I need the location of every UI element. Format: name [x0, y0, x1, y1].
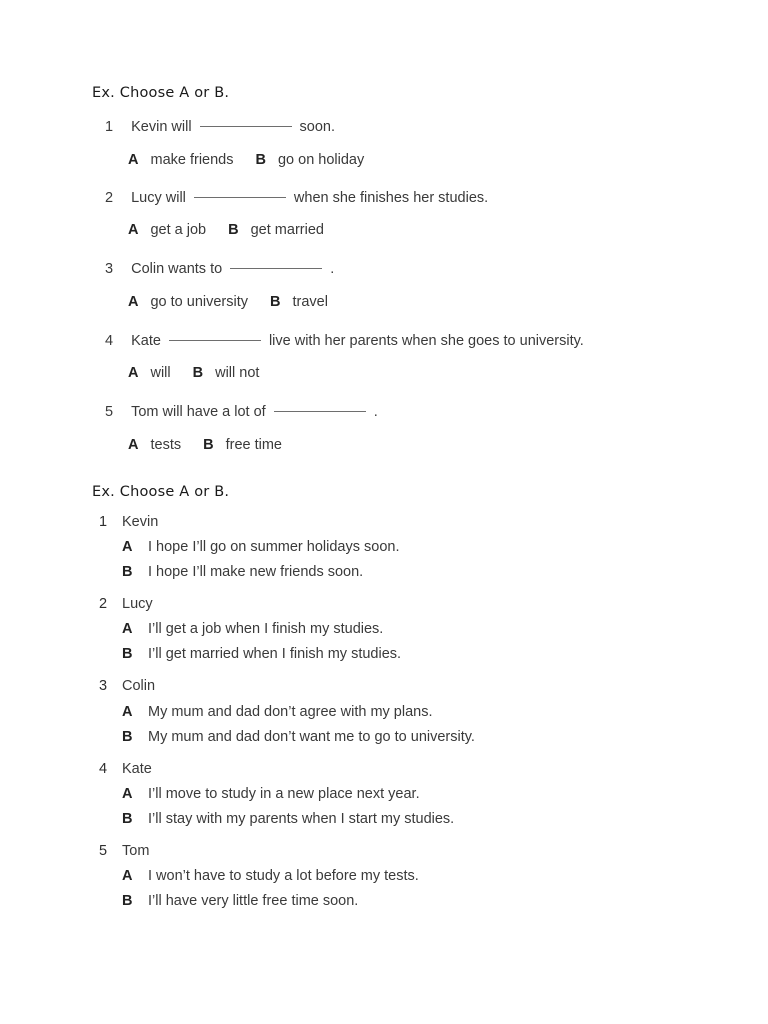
option-b-label: B	[255, 152, 266, 168]
options-4	[128, 365, 259, 381]
option-b-text[interactable]: I hope I’ll make new friends soon.	[148, 564, 364, 580]
option-a-label: A	[128, 222, 139, 238]
question-4	[105, 333, 584, 349]
option-a-label: A	[128, 152, 139, 168]
option-a-text[interactable]: I hope I’ll go on summer holidays soon.	[148, 539, 400, 555]
question-prefix: Kevin will	[131, 119, 192, 135]
option-b-text[interactable]: free time	[225, 437, 283, 453]
question-number: 3	[99, 678, 108, 694]
option-b-label: B	[122, 893, 133, 909]
answer-blank[interactable]	[194, 197, 286, 198]
question-prefix: Tom will have a lot of	[131, 404, 266, 420]
option-b-text[interactable]: get married	[250, 222, 324, 238]
option-b-label: B	[122, 646, 133, 662]
option-a-text[interactable]: I’ll move to study in a new place next year.	[148, 786, 420, 802]
option-a-label: A	[128, 365, 139, 381]
person-name: Kevin	[122, 514, 159, 530]
option-a-label: A	[122, 539, 133, 555]
question-number: 2	[105, 190, 114, 206]
option-a-text[interactable]: go to university	[150, 294, 249, 310]
question-prefix: Kate	[131, 333, 161, 349]
question-number: 4	[105, 333, 114, 349]
question-suffix: .	[330, 261, 335, 277]
question-suffix: soon.	[299, 119, 336, 135]
question-number: 3	[105, 261, 114, 277]
option-a-label: A	[122, 621, 133, 637]
option-b-label: B	[270, 294, 281, 310]
option-b-label: B	[203, 437, 214, 453]
option-b-label: B	[228, 222, 239, 238]
question-prefix: Colin wants to	[131, 261, 223, 277]
question-number: 2	[99, 596, 108, 612]
options-2	[128, 222, 324, 238]
question-number: 5	[99, 843, 108, 859]
person-name: Tom	[122, 843, 150, 859]
person-name: Colin	[122, 678, 156, 694]
option-a-text[interactable]: get a job	[150, 222, 207, 238]
question-5	[105, 404, 378, 420]
option-a-text[interactable]: My mum and dad don’t agree with my plans.	[148, 704, 433, 720]
option-b-label: B	[122, 564, 133, 580]
option-a-label: A	[122, 786, 133, 802]
answer-blank[interactable]	[200, 126, 292, 127]
exercise-title-1: Ex. Choose A or B.	[92, 85, 230, 101]
option-b-text[interactable]: will not	[215, 365, 260, 381]
options-1	[128, 152, 364, 168]
question-3	[105, 261, 334, 277]
option-a-text[interactable]: I won’t have to study a lot before my tests.	[148, 868, 419, 884]
option-a-label: A	[122, 704, 133, 720]
option-b-text[interactable]: go on holiday	[277, 152, 365, 168]
question-prefix: Lucy will	[131, 190, 186, 206]
option-b-label: B	[122, 811, 133, 827]
option-a-text[interactable]: tests	[150, 437, 182, 453]
option-b-text[interactable]: My mum and dad don’t want me to go to university.	[148, 729, 475, 745]
answer-blank[interactable]	[230, 268, 322, 269]
question-number: 4	[99, 761, 108, 777]
answer-blank[interactable]	[169, 340, 261, 341]
option-b-label: B	[192, 365, 204, 381]
options-3	[128, 294, 328, 310]
question-suffix: when she finishes her studies.	[293, 190, 489, 206]
option-b-label: B	[122, 729, 133, 745]
question-suffix: .	[373, 404, 378, 420]
option-a-label: A	[128, 437, 139, 453]
exercise-title-2: Ex. Choose A or B.	[92, 484, 230, 500]
question-suffix: live with her parents when she goes to university.	[268, 333, 584, 349]
option-b-text[interactable]: I’ll stay with my parents when I start my studies.	[148, 811, 455, 827]
person-name: Kate	[122, 761, 152, 777]
question-1	[105, 119, 335, 135]
option-a-text[interactable]: will	[150, 365, 171, 381]
options-5	[128, 437, 282, 453]
option-a-label: A	[122, 868, 133, 884]
answer-blank[interactable]	[274, 411, 366, 412]
option-a-label: A	[128, 294, 139, 310]
option-b-text[interactable]: I’ll have very little free time soon.	[148, 893, 359, 909]
question-number: 1	[99, 514, 108, 530]
question-number: 5	[105, 404, 114, 420]
option-b-text[interactable]: travel	[292, 294, 328, 310]
question-number: 1	[105, 119, 114, 135]
option-a-text[interactable]: make friends	[150, 152, 234, 168]
person-name: Lucy	[122, 596, 153, 612]
question-2	[105, 190, 488, 206]
option-a-text[interactable]: I’ll get a job when I finish my studies.	[148, 621, 384, 637]
option-b-text[interactable]: I’ll get married when I finish my studies.	[148, 646, 402, 662]
